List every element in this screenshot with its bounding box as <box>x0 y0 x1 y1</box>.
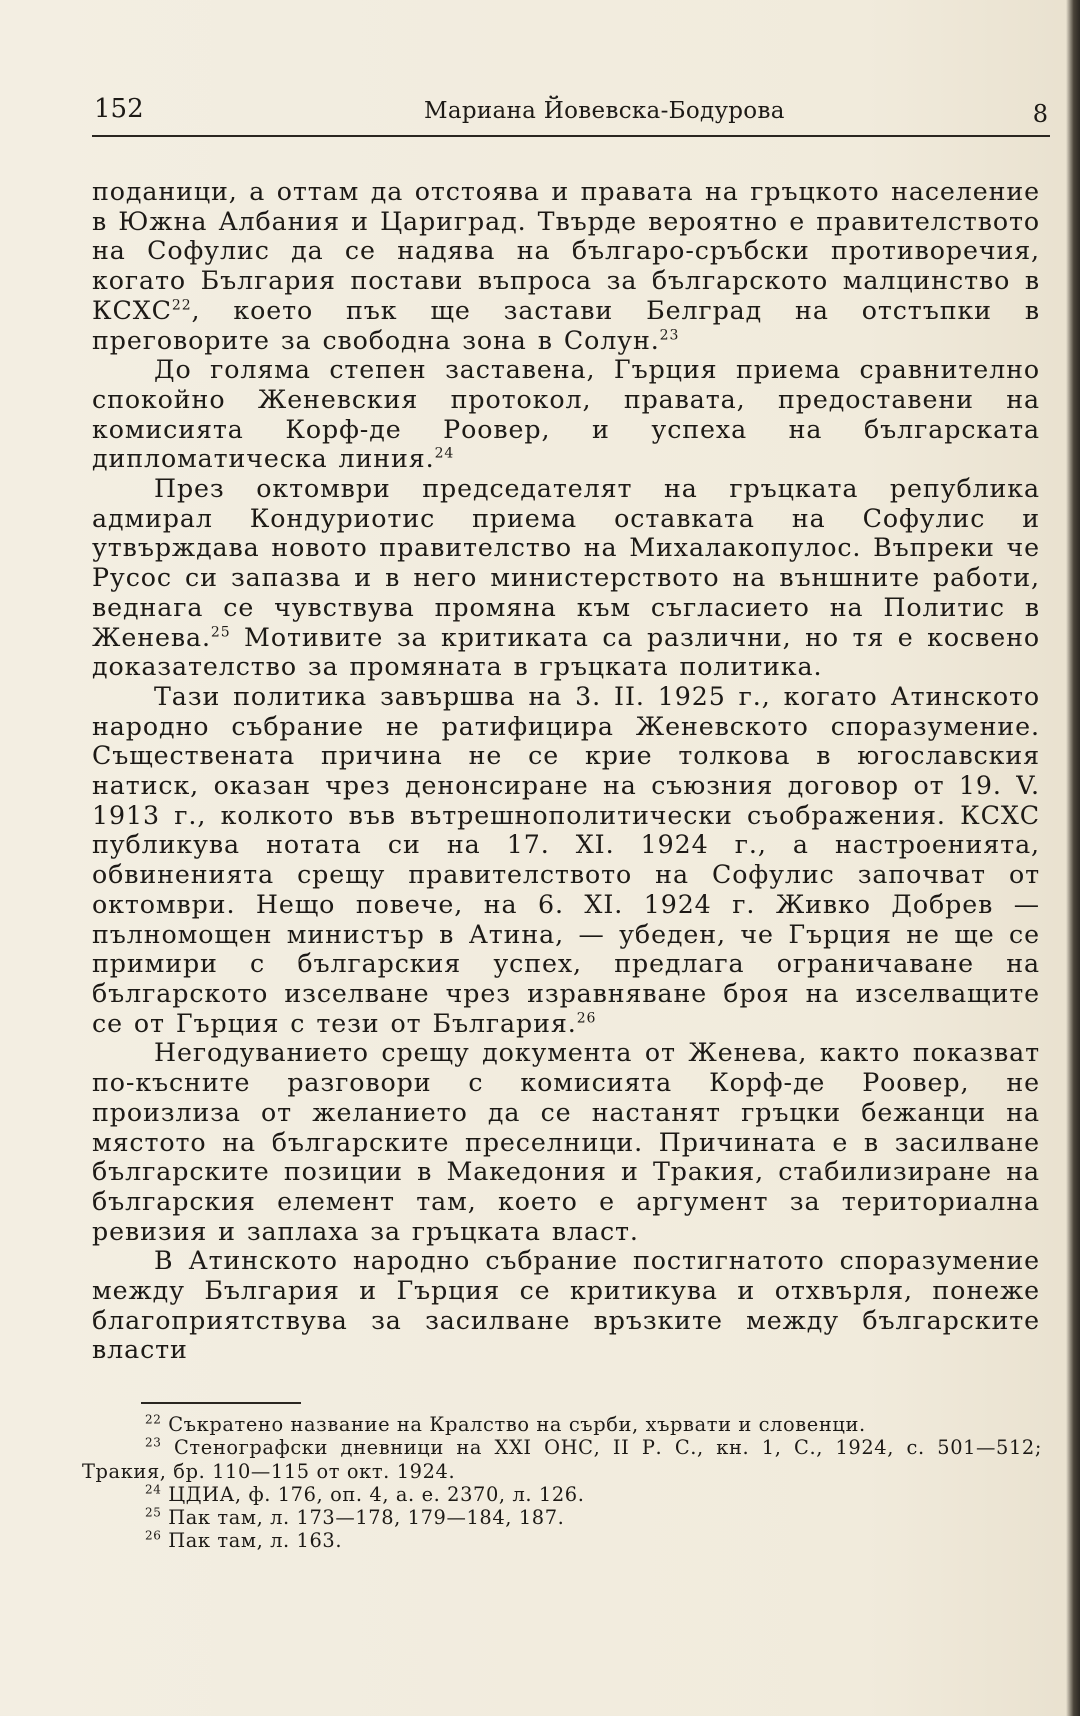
paragraph-text: Тази политика завършва на 3. II. 1925 г., когато Атинското народно събрание не ратифицира Женевското споразумение. Съществената причина не се крие толкова в югославския натиск, оказан чрез денонсиране на съюзния договор от 19. V. 1913 г., колкото във вътрешнополитически съображения. КСХС публикува нотата си на 17. XI. 1924 г., а настроенията, обвиненията срещу правителството на Софулис започват от октомври. Нещо повече, на 6. XI. 1924 г. Живко Добрев — пълномощен министър в Атина, — убеден, че Гърция не ще се примири с българския успех, предлага ограничаване на българското изселване чрез изравняване броя на изселващите се от Гърция с тези от България. <box>92 681 1040 1038</box>
paragraph-text: Негодуванието срещу документа от Женева, както показват по-късните разговори с комисията Корф-де Роовер, не произлиза от желанието да се настанят гръцки бежанци на мястото на българските преселници. Причината е в засилване българските позиции в Македония и Тракия, стабилизиране на българския елемент там, което е аргумент за териториална ревизия и заплаха за гръцката власт. <box>92 1038 1040 1246</box>
paragraph-text: поданици, а оттам да отстоява и правата на гръцкото население в Южна Албания и Цариград. Твърде вероятно е правителството на Софулис да се надява на българо-сръбски противоречия, когато България постави въпроса за българското малцинство в КСХС <box>92 177 1040 325</box>
footnote-number: 23 <box>145 1435 162 1450</box>
body-paragraph <box>92 177 1040 355</box>
footnote-text: Пак там, л. 173—178, 179—184, 187. <box>161 1506 565 1530</box>
footnote-text: Съкратено название на Кралство на сърби, хървати и словенци. <box>161 1413 866 1436</box>
body-paragraph <box>92 1038 1040 1246</box>
page-edge-shadow <box>1066 0 1080 1716</box>
page-header <box>94 94 1048 134</box>
body-text <box>92 177 1040 1365</box>
paragraph-text: , което пък ще застави Белград на отстъпки в преговорите за свободна зона в Солун. <box>92 295 1040 355</box>
footnote-reference[interactable]: 25 <box>210 624 231 641</box>
body-paragraph <box>92 355 1040 474</box>
footnote <box>82 1529 1042 1552</box>
paragraph-text: В Атинското народно събрание постигнатото споразумение между България и Гърция се критикува и отхвърля, понеже благоприятствува за засилване връзките между българските власти <box>92 1246 1040 1365</box>
signature-mark: 8 <box>1032 100 1048 128</box>
footnote <box>82 1506 1042 1529</box>
footnote-number: 26 <box>145 1529 162 1544</box>
footnote-number: 25 <box>145 1505 162 1520</box>
paragraph-text: През октомври председателят на гръцката република адмирал Кондуриотис приема оставката на Софулис и утвърждава новото правителство на Михалакопулос. Въпреки че Русос си запазва и в него министерството на външните работи, веднага се чувствува промяна към съгласието на Политис в Женева. <box>92 474 1040 652</box>
footnote <box>82 1483 1042 1506</box>
footnote-text: Пак там, л. 163. <box>161 1529 343 1553</box>
footnote-reference[interactable]: 24 <box>434 445 455 462</box>
running-head: Мариана Йовевска-Бодурова <box>424 98 785 124</box>
footnote <box>82 1436 1042 1483</box>
footnote-rule <box>141 1402 301 1404</box>
footnote-text: Стенографски дневници на XXI ОНС, II Р. С., кн. 1, С., 1924, с. 501—512; Тракия, бр. 110—115 от окт. 1924. <box>82 1436 1042 1483</box>
body-paragraph <box>92 474 1040 682</box>
footnotes <box>82 1413 1042 1553</box>
footnote-reference[interactable]: 23 <box>659 327 680 344</box>
page-number: 152 <box>94 94 144 124</box>
body-paragraph <box>92 682 1040 1038</box>
body-paragraph <box>92 1246 1040 1365</box>
header-rule <box>92 135 1050 137</box>
paragraph-text: Мотивите за критиката са различни, но тя е косвено доказателство за промяната в гръцката политика. <box>92 622 1040 682</box>
footnote-reference[interactable]: 26 <box>576 1010 597 1027</box>
footnote-number: 22 <box>145 1412 162 1427</box>
footnote-reference[interactable]: 22 <box>171 297 192 314</box>
footnote <box>82 1413 1042 1436</box>
footnote-text: ЦДИА, ф. 176, оп. 4, а. е. 2370, л. 126. <box>161 1482 585 1506</box>
footnote-number: 24 <box>145 1482 162 1497</box>
paragraph-text: До голяма степен заставена, Гърция приема сравнително спокойно Женевския протокол, правата, предоставени на комисията Корф-де Роовер, и успеха на българската дипломатическа линия. <box>92 355 1040 474</box>
